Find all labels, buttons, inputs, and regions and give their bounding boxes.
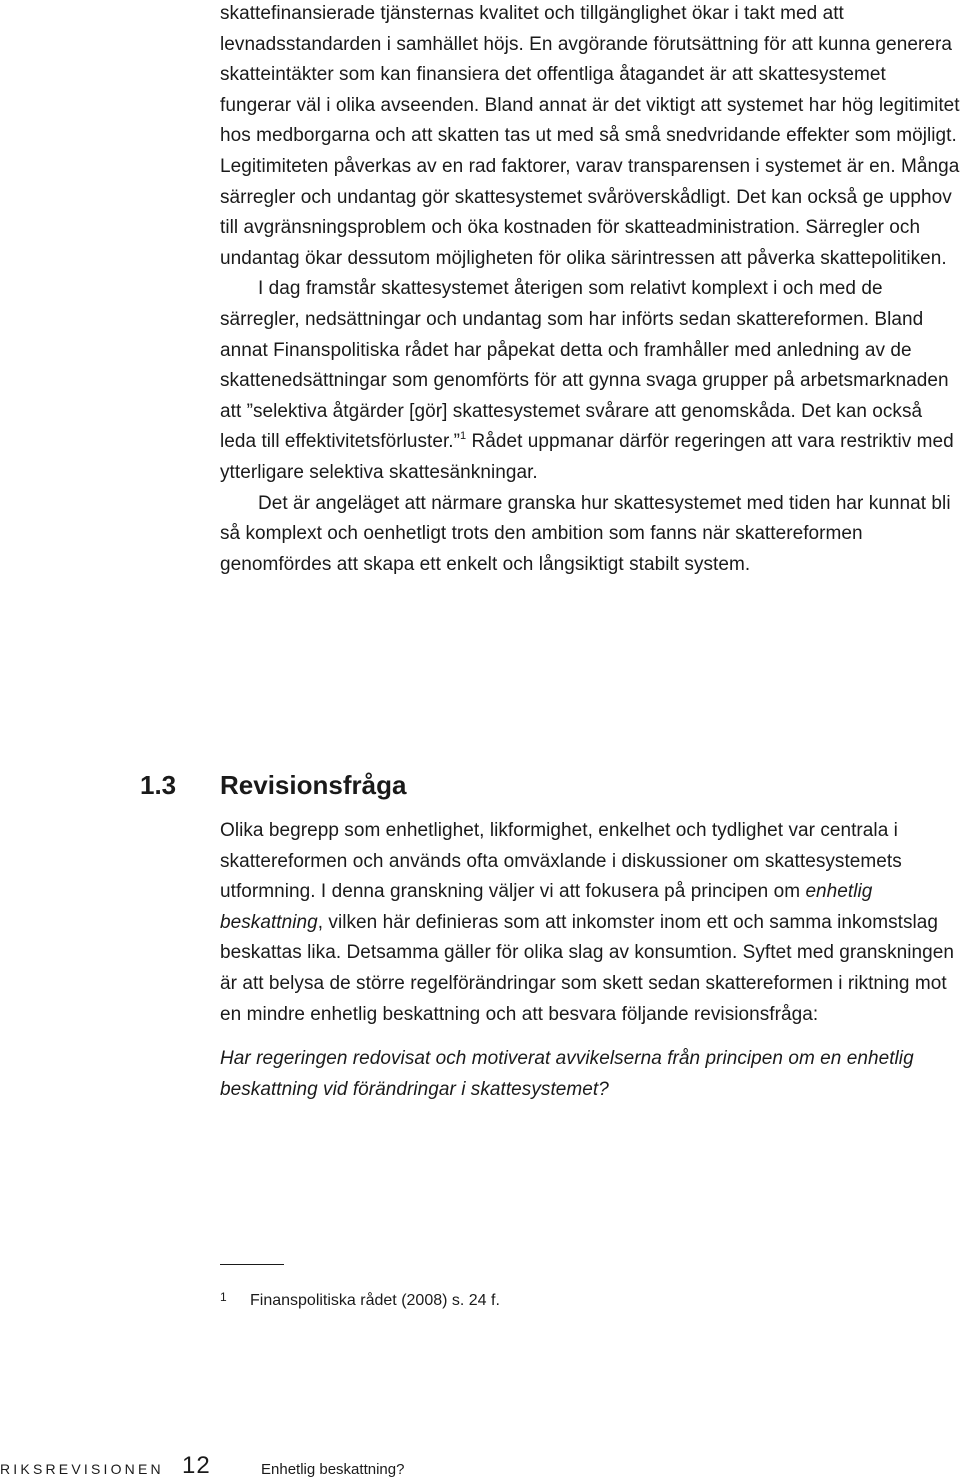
footer-document-title: Enhetlig beskattning? xyxy=(261,1461,405,1478)
intro-paragraph-2-quote: I dag framstår skattesystemet återigen som relativt komplext i och med de särregler, nedsättningar och undantag som har införts sedan skattereformen. Bland annat Finanspolitiska rådet har påpekat detta och framhåller med anledning av de skattenedsättningar som genomförts för att gynna svaga grupper på arbetsmarknaden att ”selektiva åtgärder [gör] skattesystemet svårare att genomskåda. Det kan också leda till effektivitetsförluster.” xyxy=(220,278,949,453)
section-title: Revisionsfråga xyxy=(220,770,407,800)
section-paragraph-part-2: , vilken här definieras som att inkomster inom ett och samma inkomstslag beskattas lika. Detsamma gäller för olika slag av konsumtion. Syftet med granskningen är att belysa de större regelförändringar som skett sedan skattereformen i riktning mot en mindre enhetlig beskattning och att besvara följande revisionsfråga: xyxy=(220,911,954,1025)
section-heading xyxy=(140,767,840,803)
section-paragraph xyxy=(220,816,960,1030)
section-paragraph-part-1: Olika begrepp som enhetlighet, likformighet, enkelhet och tydlighet var centrala i skattereformen och används ofta omväxlande i diskussioner om skattesystemets utformning. I denna granskning väljer vi att fokusera på principen om xyxy=(220,820,902,903)
footnote-number: 1 xyxy=(220,1290,227,1304)
page-footer xyxy=(0,1452,960,1480)
intro-paragraph-1: skattefinansierade tjänsternas kvalitet och tillgänglighet ökar i takt med att levnadsstandarden i samhället höjs. En avgörande förutsättning för att kunna generera skatteintäkter som kan finansiera det offentliga åtagandet är att skattesystemet fungerar väl i olika avseenden. Bland annat är det viktigt att systemet har hög legitimitet hos medborgarna och att skatten tas ut med så små snedvridande effekter som möjligt. Legitimiteten påverkas av en rad faktorer, varav transparensen i systemet är en. Många särregler och undantag gör skattesystemet svåröverskådligt. Det kan också ge upphov till avgränsningsproblem och öka kostnaden för skatteadministration. Särregler och undantag ökar dessutom möjligheten för olika särintressen att påverka skattepolitiken. xyxy=(220,3,960,269)
intro-paragraph-2-tail: Rådet uppmanar därför regeringen att vara restriktiv med ytterligare selektiva skattesänkningar. xyxy=(220,431,954,483)
section-paragraph-emphasis: enhetlig beskattning xyxy=(220,881,873,933)
footnote-text: Finanspolitiska rådet (2008) s. 24 f. xyxy=(250,1292,500,1309)
intro-paragraph-3: Det är angeläget att närmare granska hur skattesystemet med tiden har kunnat bli så komplext och oenhetligt trots den ambition som fanns när skattereformen genomfördes att skapa ett enkelt och långsiktigt stabilt system. xyxy=(220,492,951,575)
intro-paragraph-2 xyxy=(220,274,960,488)
intro-text xyxy=(220,0,960,580)
section-number: 1.3 xyxy=(140,770,177,800)
page-number: 12 xyxy=(182,1452,211,1479)
footnote xyxy=(220,1286,920,1312)
footer-brand: RIKSREVISIONEN xyxy=(0,1461,164,1477)
footnote-divider xyxy=(220,1264,284,1265)
audit-question: Har regeringen redovisat och motiverat avvikelserna från principen om en enhetlig beskattning vid förändringar i skattesystemet? xyxy=(220,1048,914,1100)
footnote-reference[interactable]: 1 xyxy=(460,430,467,443)
section-body xyxy=(220,816,960,1105)
